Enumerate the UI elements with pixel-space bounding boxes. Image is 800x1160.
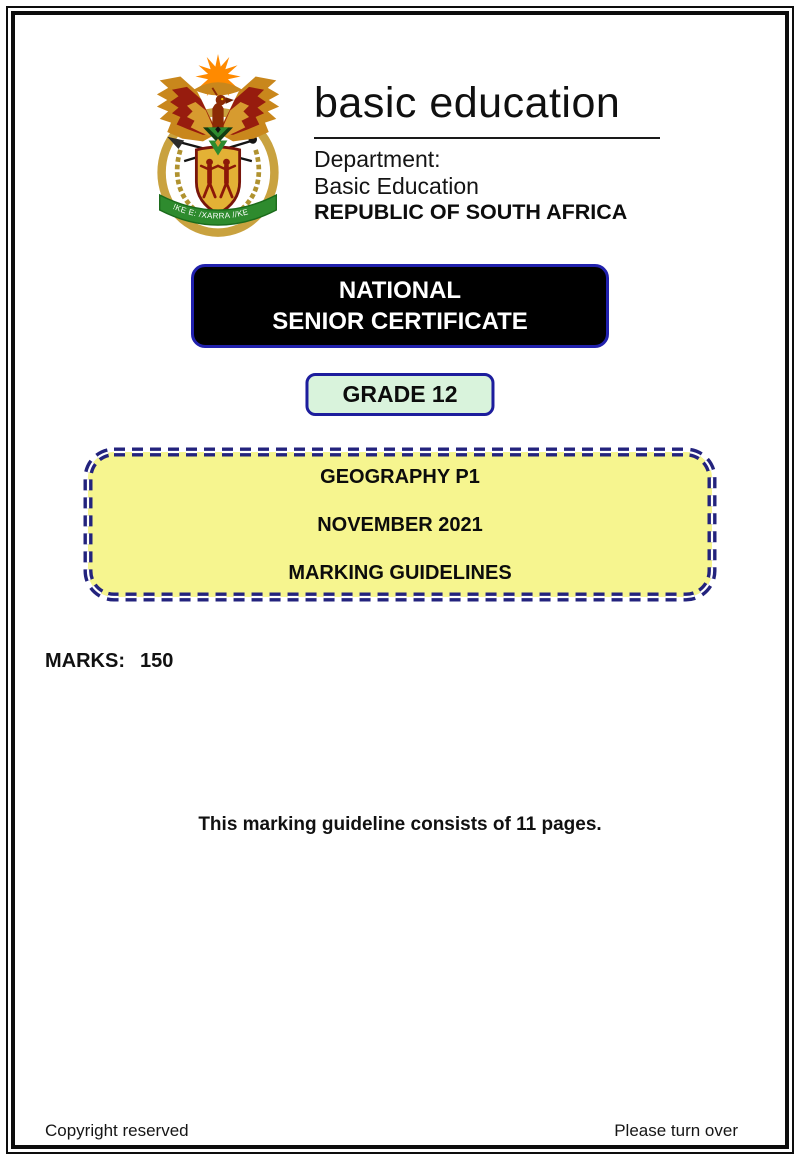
department-name: Basic Education <box>314 172 479 199</box>
department-label: Department: <box>314 146 441 172</box>
exam-session: NOVEMBER 2021 <box>317 514 483 536</box>
department-text-block <box>314 54 660 225</box>
page-count-note: This marking guideline consists of 11 pages. <box>198 814 602 835</box>
brand-wordmark: basic education <box>314 79 621 127</box>
motto-text: !KE E: /XARRA //KE <box>171 202 250 221</box>
exam-subject: GEOGRAPHY P1 <box>320 466 480 488</box>
marks-row <box>45 650 173 673</box>
brand-underline <box>314 137 660 139</box>
certificate-banner <box>191 264 609 348</box>
country-name: REPUBLIC OF SOUTH AFRICA <box>314 200 628 225</box>
exam-doc-type: MARKING GUIDELINES <box>288 562 512 584</box>
exam-title-lines <box>82 446 718 603</box>
footer-turn-over: Please turn over <box>614 1121 738 1140</box>
exam-title-box <box>82 446 718 603</box>
marks-label: MARKS: <box>45 650 125 672</box>
grade-badge: GRADE 12 <box>305 373 494 416</box>
certificate-line2: SENIOR CERTIFICATE <box>272 308 528 336</box>
footer <box>45 1121 738 1141</box>
certificate-line1: NATIONAL <box>338 277 462 304</box>
coat-of-arms-icon <box>142 54 294 242</box>
footer-copyright: Copyright reserved <box>45 1121 189 1140</box>
header <box>142 54 660 242</box>
marks-value: 150 <box>140 650 174 672</box>
